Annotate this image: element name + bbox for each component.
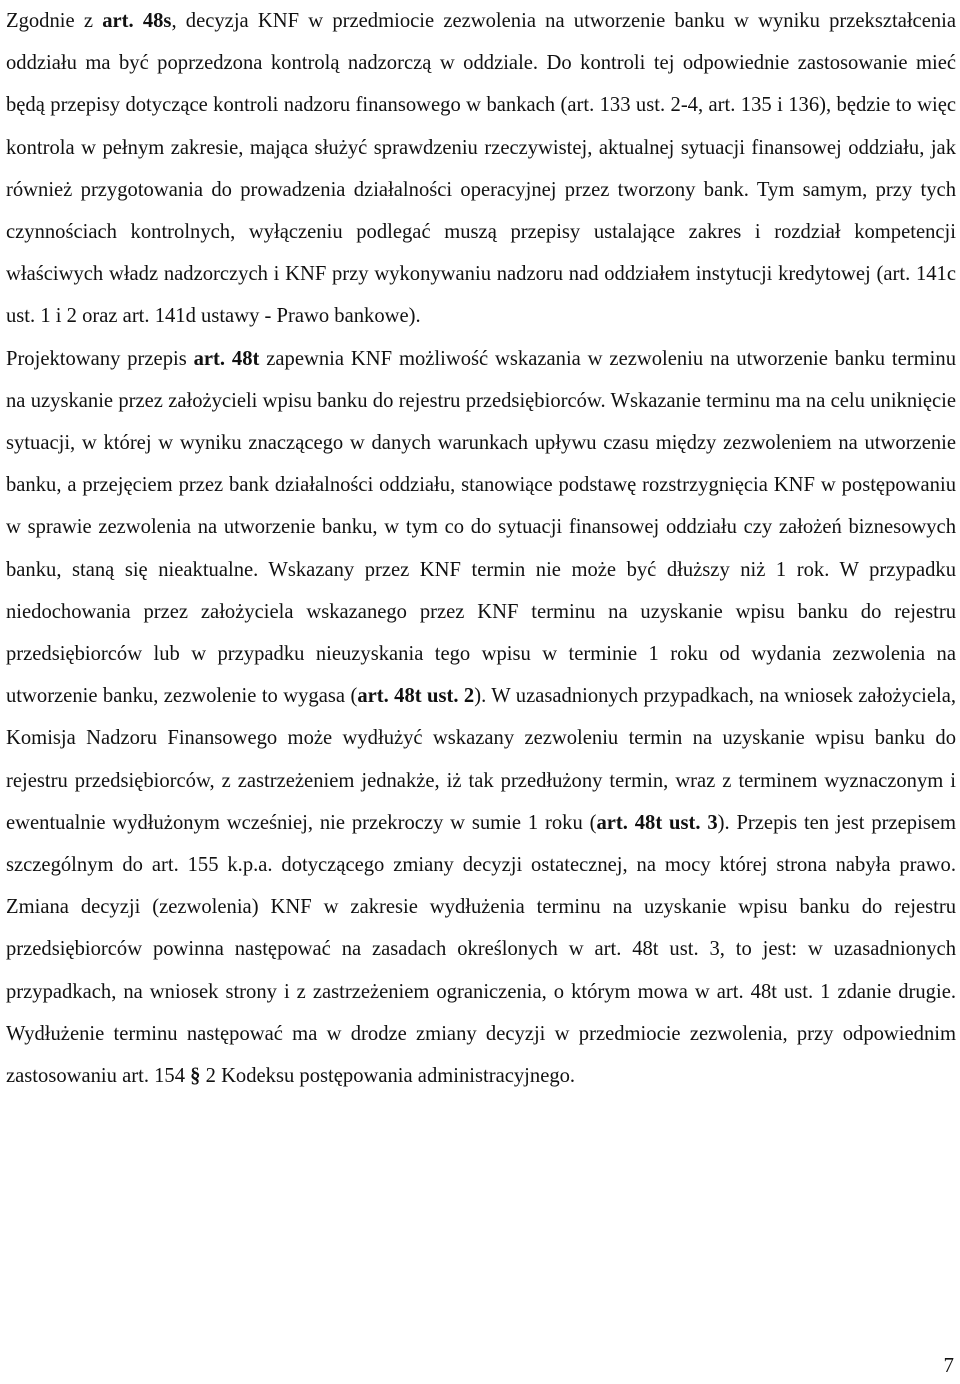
bold-reference: art. 48t ust. 2 <box>357 685 475 708</box>
bold-reference: art. 48s <box>102 10 172 32</box>
document-page <box>6 0 956 1097</box>
bold-reference: art. 48t ust. 3 <box>596 811 718 834</box>
paragraph-art-48s: Zgodnie z art. 48s, decyzja KNF w przedmiocie zezwolenia na utworzenie banku w wyniku przekształcenia oddziału ma być poprzedzona kontrolą nadzorczą w oddziale. Do kontroli tej odpowiednie zastosowanie mieć będą przepisy dotyczące kontroli nadzoru finansowego w bankach (art. 133 ust. 2-4, art. 135 i 136), będzie to więc kontrola w pełnym zakresie, mająca służyć sprawdzeniu rzeczywistej, aktualnej sytuacji finansowej oddziału, jak również przygotowania do prowadzenia działalności operacyjnej przez tworzony bank. Tym samym, przy tych czynnościach kontrolnych, wyłączeniu podlegać muszą przepisy ustalające zakres i rozdział kompetencji właściwych władz nadzorczych i KNF przy wykonywaniu nadzoru nad oddziałem instytucji kredytowej (art. 141c ust. 1 i 2 oraz art. 141d ustawy - Prawo bankowe). <box>6 10 956 328</box>
bold-reference: § <box>190 1065 201 1088</box>
paragraph-art-48t: Projektowany przepis art. 48t zapewnia KNF możliwość wskazania w zezwoleniu na utworzenie banku terminu na uzyskanie przez założycieli wpisu banku do rejestru przedsiębiorców. Wskazanie terminu ma na celu uniknięcie sytuacji, w której w wyniku znaczącego w danych warunkach upływu czasu między zezwoleniem na utworzenie banku, a przejęciem przez bank działalności oddziału, stanowiące podstawę rozstrzygnięcia KNF w postępowaniu w sprawie zezwolenia na utworzenie banku, w tym co do sytuacji finansowej oddziału czy założeń biznesowych banku, staną się nieaktualne. Wskazany przez KNF termin nie może być dłuższy niż 1 rok. W przypadku niedochowania przez założyciela wskazanego przez KNF terminu na uzyskanie wpisu banku do rejestru przedsiębiorców lub w przypadku nieuzyskania tego wpisu w terminie 1 roku od wydania zezwolenia na utworzenie banku, zezwolenie to wygasa (art. 48t ust. 2). W uzasadnionych przypadkach, na wniosek założyciela, Komisja Nadzoru Finansowego może wydłużyć wskazany zezwoleniu termin na uzyskanie wpisu banku do rejestru przedsiębiorców, z zastrzeżeniem jednakże, iż tak przedłużony termin, wraz z terminem wyznaczonym i ewentualnie wydłużonym wcześniej, nie przekroczy w sumie 1 roku (art. 48t ust. 3). Przepis ten jest przepisem szczególnym do art. 155 k.p.a. dotyczącego zmiany decyzji ostatecznej, na mocy której strona nabyła prawo. Zmiana decyzji (zezwolenia) KNF w zakresie wydłużenia terminu na uzyskanie wpisu banku do rejestru przedsiębiorców powinna następować na zasadach określonych w art. 48t ust. 3, to jest: w uzasadnionych przypadkach, na wniosek strony i z zastrzeżeniem ograniczenia, o którym mowa w art. 48t ust. 1 zdanie drugie. Wydłużenie terminu następować ma w drodze zmiany decyzji w przedmiocie zezwolenia, przy odpowiednim zastosowaniu art. 154 § 2 Kodeksu postępowania administracyjnego. <box>6 347 956 1088</box>
bold-reference: art. 48t <box>193 347 260 370</box>
page-number: 7 <box>943 1353 954 1377</box>
